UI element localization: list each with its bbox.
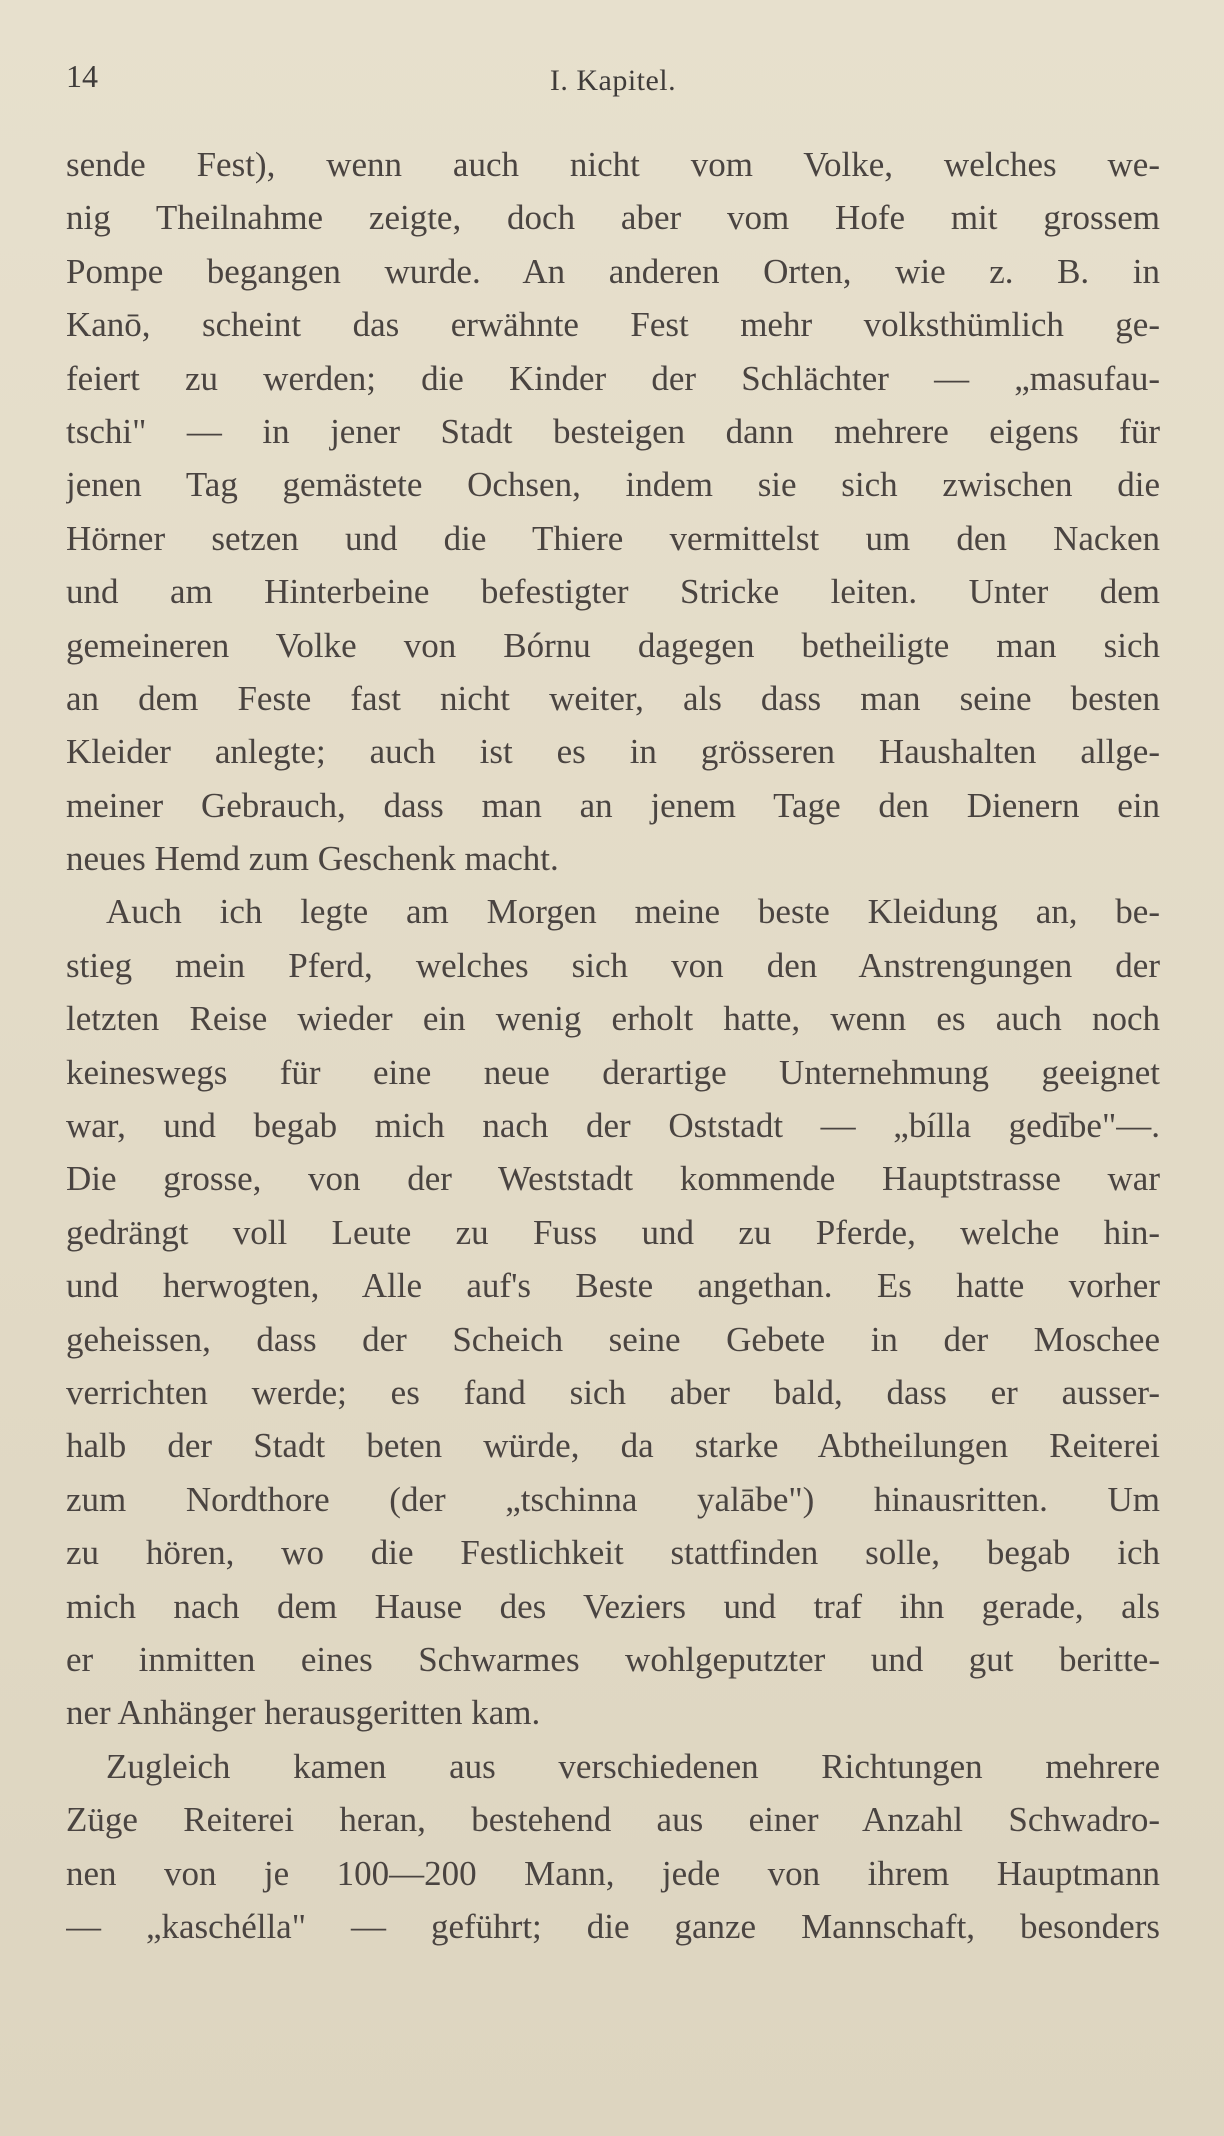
text-line: er inmitten eines Schwarmes wohlgeputzter und gut beritte- bbox=[66, 1639, 1160, 1679]
text-line: Hörner setzen und die Thiere vermittelst um den Nacken bbox=[66, 518, 1160, 558]
text-line: war, und begab mich nach der Oststadt — „bílla gedībe"—. bbox=[66, 1106, 1160, 1146]
text-line: Zugleich kamen aus verschiedenen Richtungen mehrere bbox=[106, 1746, 1160, 1786]
text-line: tschi" — in jener Stadt besteigen dann mehrere eigens für bbox=[66, 411, 1160, 451]
text-line: meiner Gebrauch, dass man an jenem Tage den Dienern ein bbox=[66, 785, 1160, 825]
text-line: letzten Reise wieder ein wenig erholt hatte, wenn es auch noch bbox=[66, 999, 1160, 1039]
text-line: Kanō, scheint das erwähnte Fest mehr volksthümlich ge- bbox=[66, 305, 1160, 345]
text-line: mich nach dem Hause des Veziers und traf ihn gerade, als bbox=[66, 1586, 1160, 1626]
text-line: keineswegs für eine neue derartige Unternehmung geeignet bbox=[66, 1052, 1160, 1092]
text-line: geheissen, dass der Scheich seine Gebete in der Moschee bbox=[66, 1319, 1160, 1359]
text-line: halb der Stadt beten würde, da starke Abtheilungen Reiterei bbox=[66, 1426, 1160, 1466]
text-line: zum Nordthore (der „tschinna yalābe") hinausritten. Um bbox=[66, 1479, 1160, 1519]
text-line: — „kaschélla" — geführt; die ganze Mannschaft, besonders bbox=[66, 1906, 1160, 1946]
text-line: an dem Feste fast nicht weiter, als dass man seine besten bbox=[66, 678, 1160, 718]
text-line: Züge Reiterei heran, bestehend aus einer Anzahl Schwadro- bbox=[66, 1800, 1160, 1840]
text-line: sende Fest), wenn auch nicht vom Volke, welches we- bbox=[66, 145, 1160, 184]
text-line: gemeineren Volke von Bórnu dagegen betheiligte man sich bbox=[66, 625, 1160, 665]
text-line: und herwogten, Alle auf's Beste angethan. Es hatte vorher bbox=[66, 1266, 1160, 1306]
text-line: neues Hemd zum Geschenk macht. bbox=[66, 839, 559, 879]
body-text bbox=[66, 138, 1160, 1953]
text-line: Die grosse, von der Weststadt kommende Hauptstrasse war bbox=[66, 1159, 1160, 1199]
page-header bbox=[66, 58, 1160, 108]
text-line: stieg mein Pferd, welches sich von den Anstrengungen der bbox=[66, 945, 1160, 985]
text-line: Kleider anlegte; auch ist es in grösseren Haushalten allge- bbox=[66, 732, 1160, 772]
text-line: und am Hinterbeine befestigter Stricke leiten. Unter dem bbox=[66, 572, 1160, 612]
text-line: ner Anhänger herausgeritten kam. bbox=[66, 1693, 541, 1733]
text-line: gedrängt voll Leute zu Fuss und zu Pferde, welche hin- bbox=[66, 1212, 1160, 1252]
running-head: I. Kapitel. bbox=[549, 64, 677, 97]
text-line: feiert zu werden; die Kinder der Schlächter — „masufau- bbox=[66, 358, 1160, 398]
text-line: jenen Tag gemästete Ochsen, indem sie sich zwischen die bbox=[66, 465, 1160, 505]
text-line: nen von je 100—200 Mann, jede von ihrem Hauptmann bbox=[66, 1853, 1160, 1893]
text-line: Auch ich legte am Morgen meine beste Kleidung an, be- bbox=[106, 892, 1160, 932]
text-line: zu hören, wo die Festlichkeit stattfinden solle, begab ich bbox=[66, 1533, 1160, 1573]
page-number: 14 bbox=[66, 58, 98, 94]
text-line: nig Theilnahme zeigte, doch aber vom Hofe mit grossem bbox=[66, 198, 1160, 238]
text-line: verrichten werde; es fand sich aber bald, dass er ausser- bbox=[66, 1372, 1160, 1412]
text-line: Pompe begangen wurde. An anderen Orten, wie z. B. in bbox=[66, 251, 1160, 291]
